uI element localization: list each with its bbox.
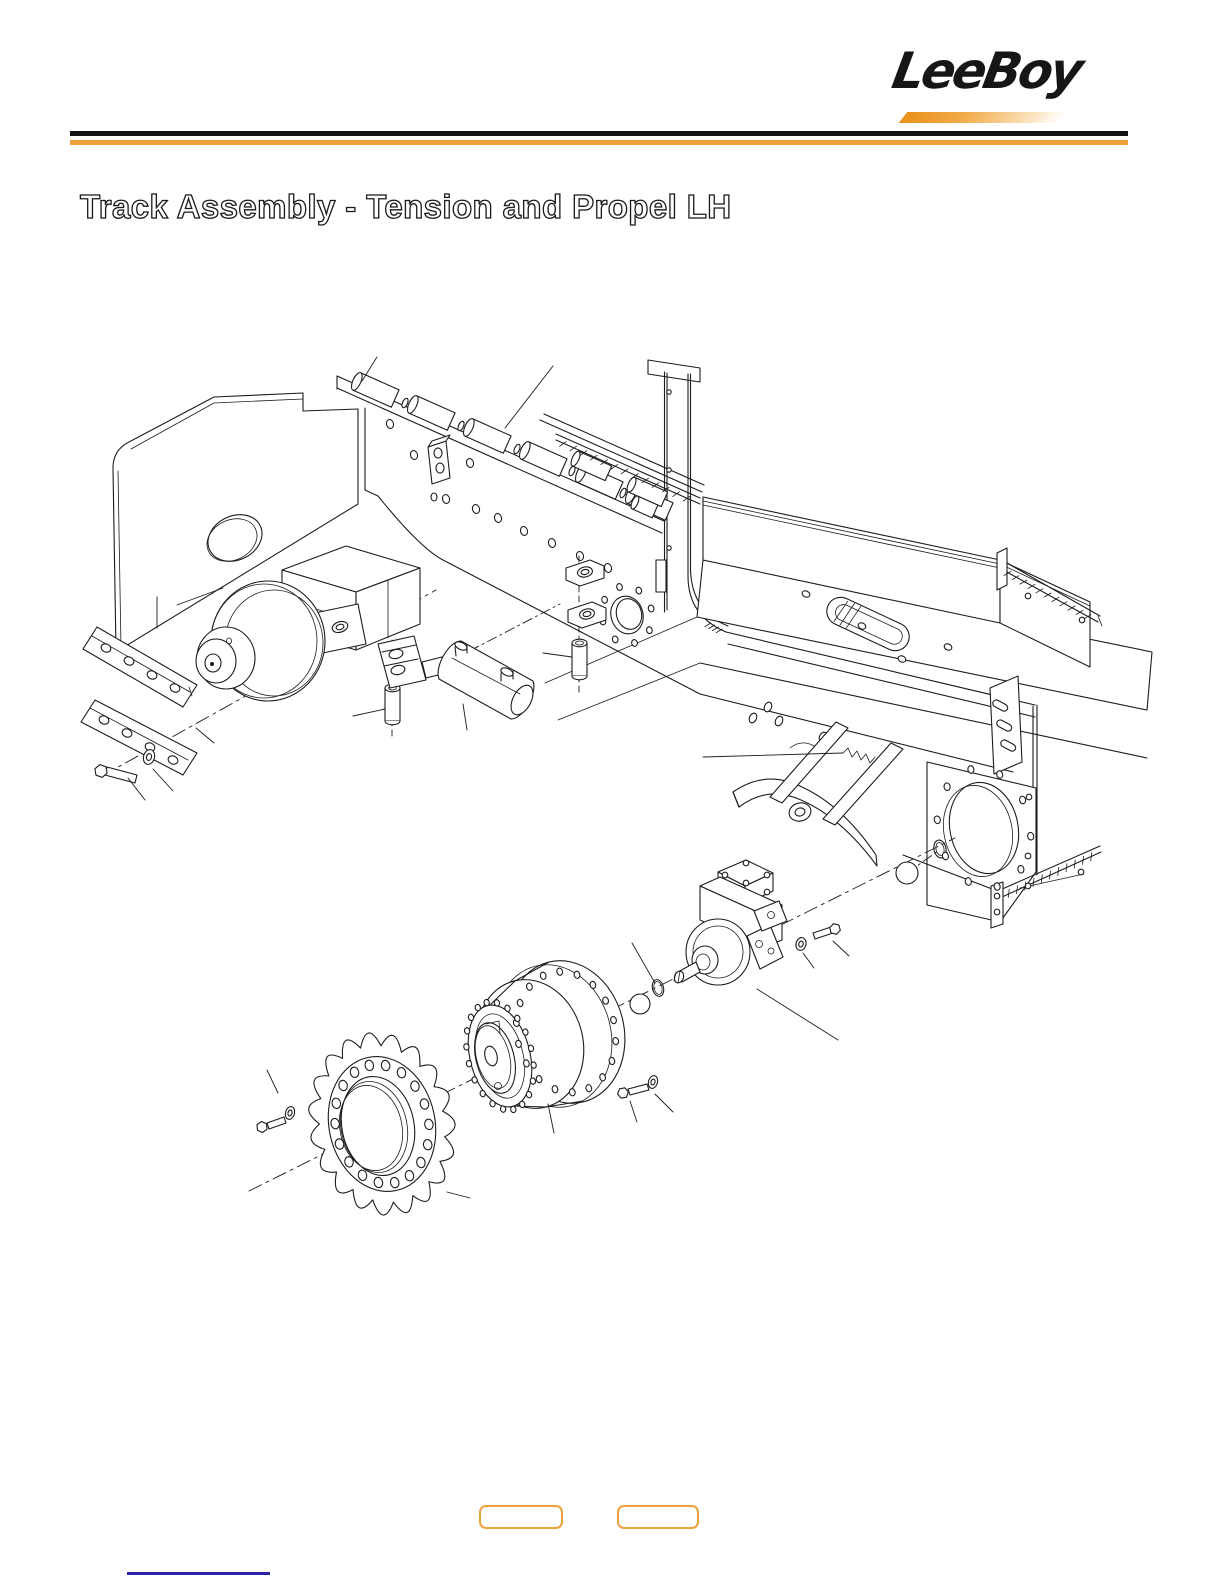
o-ring	[651, 978, 666, 997]
propel-motor	[673, 860, 787, 985]
hyperlink-underline[interactable]	[127, 1572, 270, 1575]
sprocket-bolt	[257, 1117, 286, 1133]
nav-hotspot-previous[interactable]	[479, 1505, 563, 1529]
ball-plug	[630, 994, 650, 1014]
drive-bolt	[618, 1084, 649, 1098]
motor-washer	[794, 936, 807, 951]
leeboy-logo-text: LeeBoy	[887, 42, 1085, 100]
tension-cylinder	[378, 636, 537, 719]
rocker-support	[733, 722, 903, 866]
check-ball	[896, 862, 918, 884]
drive-washer	[647, 1075, 659, 1090]
wear-bar-upper	[83, 627, 197, 707]
drive-sprocket	[309, 1033, 455, 1215]
support-strut	[823, 743, 903, 825]
idler-wheel	[196, 581, 325, 701]
wear-bar-lower	[81, 700, 197, 775]
motor-bolt	[813, 924, 840, 939]
sprocket-washer	[284, 1106, 296, 1121]
page-title: Track Assembly - Tension and Propel LH	[80, 188, 732, 226]
nav-hotspot-next[interactable]	[617, 1505, 699, 1529]
wear-bar-bolt	[95, 765, 137, 783]
planetary-final-drive	[458, 948, 639, 1120]
clevis-pin-rear	[572, 639, 587, 680]
